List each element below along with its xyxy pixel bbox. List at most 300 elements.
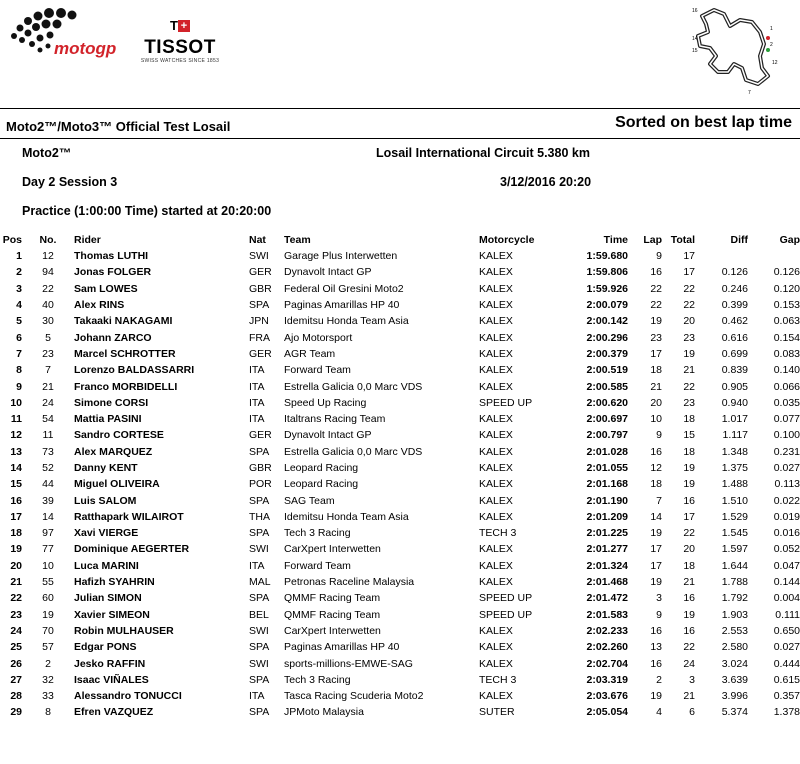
cell-pos: 29 [10,706,22,719]
cell-rider [74,623,249,639]
cell-nat: ITA [249,559,265,572]
cell-gap: 0.047 [773,559,800,572]
table-row [0,248,800,264]
track-label: 16 [692,8,698,14]
table-row [0,541,800,557]
cell-diff: 0.905 [721,380,748,393]
rider-first-name: Jesko [74,657,104,670]
cell-nat: JPN [249,315,269,328]
rider-first-name: Julian [74,592,105,605]
cell-nat: SPA [249,494,270,507]
cell-lap: 14 [650,510,662,523]
cell-diff: 1.903 [721,608,748,621]
cell-gap: 0.113 [774,478,800,491]
cell-rider [74,574,249,590]
cell-lap: 16 [650,445,662,458]
rider-first-name: Sandro [74,429,111,442]
cell-number: 14 [42,510,54,523]
rider-first-name: Takaaki [74,315,112,328]
cell-motorcycle: KALEX [479,494,513,507]
cell-number: 55 [42,576,54,589]
cell-nat: ITA [249,396,265,409]
table-row [0,427,800,443]
cell-lap: 12 [650,462,662,474]
cell-nat: SPA [249,527,270,540]
cell-lap: 20 [650,396,662,409]
motogp-wordmark: motogp [54,39,117,58]
rider-first-name: Edgar [74,641,104,654]
table-row [0,509,800,525]
cell-time: 2:01.028 [586,445,628,458]
cell-rider [74,346,249,362]
cell-diff: 3.639 [721,673,748,686]
track-label: 2 [770,42,773,48]
cell-nat: SWI [249,543,269,556]
cell-number: 23 [42,347,54,360]
cell-rider [74,672,249,688]
table-row [0,362,800,378]
session-name: Day 2 Session 3 [22,175,118,189]
rider-last-name: TONUCCI [134,690,182,703]
cell-team: Tech 3 Racing [284,527,351,540]
cell-gap: 0.153 [773,299,800,312]
cell-nat: POR [249,478,272,491]
cell-team: Tech 3 Racing [284,673,351,686]
cell-pos: 5 [16,315,22,328]
cell-gap: 0.357 [773,690,800,703]
rider-last-name: VIERGE [98,527,139,540]
cell-team: CarXpert Interwetten [284,543,381,556]
cell-nat: ITA [249,364,265,377]
cell-total: 3 [689,673,695,686]
sort-label: Sorted on best lap time [615,114,792,131]
cell-pos: 15 [10,478,22,491]
rider-first-name: Simone [74,396,112,409]
rider-last-name: MARINI [101,559,139,572]
cell-nat: GER [249,266,272,279]
cell-nat: SWI [249,250,269,263]
cell-team: JPMoto Malaysia [284,706,364,719]
cell-motorcycle: KALEX [479,266,513,279]
cell-diff: 1.788 [721,576,748,589]
cell-time: 2:01.190 [586,494,628,507]
swiss-cross-icon: + [178,20,190,32]
cell-lap: 19 [650,576,662,589]
cell-team: QMMF Racing Team [284,592,381,605]
cell-lap: 9 [656,608,662,621]
cell-pos: 19 [10,543,22,556]
cell-nat: SPA [249,673,270,686]
cell-nat: SPA [249,641,270,654]
cell-motorcycle: KALEX [479,462,513,474]
rider-first-name: Alex [74,445,97,458]
cell-time: 2:01.583 [586,608,628,621]
rider-last-name: RINS [99,299,125,312]
rider-first-name: Alex [74,299,97,312]
cell-nat: SPA [249,592,270,605]
cell-time: 1:59.806 [586,266,628,279]
cell-diff: 1.510 [721,494,748,507]
cell-time: 2:01.277 [586,543,628,556]
cell-time: 2:01.055 [586,462,628,474]
rider-last-name: MARQUEZ [99,445,153,458]
cell-diff: 5.374 [721,706,748,719]
cell-total: 22 [683,641,695,654]
cell-lap: 22 [650,299,662,312]
cell-lap: 4 [656,706,662,719]
cell-team: CarXpert Interwetten [284,624,381,637]
cell-motorcycle: KALEX [479,657,513,670]
cell-diff: 1.644 [721,559,748,572]
cell-time: 2:00.142 [586,315,628,328]
cell-time: 1:59.680 [586,250,628,263]
table-row [0,476,800,492]
cell-rider [74,281,249,297]
cell-motorcycle: SPEED UP [479,608,533,621]
cell-time: 2:01.468 [586,576,628,589]
cell-lap: 9 [656,429,662,442]
cell-gap: 0.077 [773,413,800,426]
cell-nat: ITA [249,413,265,426]
cell-nat: GER [249,429,272,442]
col-motorcycle-header: Motorcycle [479,234,535,246]
cell-number: 19 [42,608,54,621]
cell-team: sports-millions-EMWE-SAG [284,657,413,670]
rider-first-name: Luca [74,559,99,572]
rider-last-name: CORTESE [113,429,164,442]
cell-team: Idemitsu Honda Team Asia [284,510,409,523]
cell-number: 11 [42,429,54,442]
cell-gap: 0.650 [773,624,800,637]
cell-gap: 0.083 [773,347,800,360]
cell-nat: ITA [249,380,265,393]
results-table [0,232,800,721]
table-row [0,346,800,362]
cell-rider [74,395,249,411]
cell-motorcycle: KALEX [479,576,513,589]
cell-motorcycle: KALEX [479,380,513,393]
cell-time: 2:01.225 [586,527,628,540]
cell-gap: 0.444 [773,657,800,670]
cell-total: 20 [683,315,695,328]
cell-number: 39 [42,494,54,507]
cell-number: 5 [45,331,51,344]
cell-rider [74,297,249,313]
rider-first-name: Danny [74,462,107,474]
cell-lap: 16 [650,624,662,637]
cell-team: QMMF Racing Team [284,608,381,621]
cell-pos: 17 [10,510,22,523]
cell-rider [74,329,249,345]
title-rule [0,138,800,139]
cell-lap: 17 [650,543,662,556]
cell-nat: SPA [249,299,270,312]
table-row [0,460,800,476]
rider-last-name: RAFFIN [106,657,146,670]
cell-team: Idemitsu Honda Team Asia [284,315,409,328]
cell-lap: 7 [656,494,662,507]
cell-number: 60 [42,592,54,605]
cell-rider [74,688,249,704]
table-row [0,672,800,688]
cell-diff: 0.940 [721,396,748,409]
cell-total: 19 [683,478,695,491]
cell-gap: 0.027 [773,641,800,654]
rider-last-name: LOWES [99,282,138,295]
cell-total: 21 [683,576,695,589]
col-team-header: Team [284,234,311,246]
cell-team: Ajo Motorsport [284,331,353,344]
cell-number: 12 [42,250,54,263]
cell-rider [74,460,249,476]
table-row [0,525,800,541]
table-row [0,688,800,704]
cell-diff: 1.375 [721,462,748,474]
cell-time: 2:00.585 [586,380,628,393]
cell-rider [74,704,249,720]
cell-pos: 3 [16,282,22,295]
cell-team: Forward Team [284,559,351,572]
page-header [0,0,800,105]
col-time-header: Time [603,234,628,246]
cell-number: 77 [42,543,54,556]
cell-team: Tasca Racing Scuderia Moto2 [284,690,424,703]
rider-last-name: ZARCO [114,331,152,344]
rider-first-name: Robin [74,624,104,637]
rider-first-name: Efren [74,706,101,719]
cell-diff [695,248,748,264]
cell-diff: 0.699 [721,347,748,360]
cell-total: 16 [683,624,695,637]
cell-pos: 6 [16,331,22,344]
cell-team: Forward Team [284,364,351,377]
rider-first-name: Johann [74,331,112,344]
cell-gap: 0.063 [773,315,800,328]
col-diff-header: Diff [730,234,748,246]
rider-last-name: VIÑALES [103,673,149,686]
rider-last-name: PONS [106,641,137,654]
cell-gap: 0.154 [773,331,800,344]
cell-rider [74,313,249,329]
cell-time: 2:01.324 [586,559,628,572]
cell-motorcycle: KALEX [479,282,513,295]
header-rule [0,108,800,109]
table-row [0,411,800,427]
cell-time: 2:03.319 [586,673,628,686]
cell-rider [74,590,249,606]
cell-total: 18 [683,445,695,458]
cell-lap: 19 [650,690,662,703]
rider-last-name: SIMEON [108,608,150,621]
cell-rider [74,639,249,655]
rider-first-name: Ratthapark [74,510,129,523]
rider-first-name: Franco [74,380,110,393]
rider-first-name: Hafizh [74,576,106,589]
cell-total: 21 [683,364,695,377]
cell-total: 22 [683,380,695,393]
cell-motorcycle: KALEX [479,641,513,654]
cell-gap: 1.378 [773,706,800,719]
cell-team: Italtrans Racing Team [284,413,386,426]
table-row [0,655,800,671]
tissot-wordmark: TISSOT [144,37,216,58]
cell-total: 24 [683,657,695,670]
cell-total: 17 [683,266,695,279]
table-row [0,329,800,345]
cell-time: 2:01.168 [586,478,628,491]
table-row [0,492,800,508]
rider-last-name: BALDASSARRI [117,364,195,377]
cell-pos: 7 [16,347,22,360]
cell-team: Leopard Racing [284,478,359,491]
cell-lap: 10 [650,413,662,426]
cell-total: 22 [683,299,695,312]
cell-team: Speed Up Racing [284,396,367,409]
table-row [0,264,800,280]
cell-gap: 0.120 [773,282,800,295]
cell-team: Garage Plus Interwetten [284,250,398,263]
cell-rider [74,362,249,378]
table-row [0,558,800,574]
rider-first-name: Isaac [74,673,101,686]
cell-diff: 2.553 [721,624,748,637]
cell-team: Petronas Raceline Malaysia [284,576,415,589]
cell-total: 18 [683,413,695,426]
cell-pos: 13 [10,445,22,458]
rider-last-name: KENT [109,462,138,474]
cell-pos: 1 [16,250,22,263]
cell-lap: 18 [650,364,662,377]
cell-rider [74,411,249,427]
rider-last-name: SCHROTTER [110,347,176,360]
cell-motorcycle: KALEX [479,543,513,556]
cell-pos: 12 [10,429,22,442]
cell-number: 30 [42,315,54,328]
track-label: 1 [770,26,773,32]
cell-pos: 22 [10,592,22,605]
cell-time: 2:03.676 [586,690,628,703]
table-row [0,395,800,411]
cell-gap: 0.019 [773,510,800,523]
rider-first-name: Jonas [74,266,105,279]
cell-time: 2:02.704 [586,657,628,670]
cell-motorcycle: KALEX [479,429,513,442]
cell-diff: 0.839 [721,364,748,377]
cell-time: 2:05.054 [586,706,628,719]
cell-gap: 0.066 [773,380,800,393]
cell-time: 2:00.797 [586,429,628,442]
cell-rider [74,476,249,492]
cell-diff: 0.126 [721,266,748,279]
cell-number: 57 [42,641,54,654]
cell-team: SAG Team [284,494,335,507]
practice-info: Practice (1:00:00 Time) started at 20:20:00 [22,204,272,218]
cell-number: 24 [42,396,54,409]
table-row [0,378,800,394]
cell-pos: 4 [16,299,22,312]
cell-rider [74,558,249,574]
cell-total: 19 [683,462,695,474]
cell-rider [74,264,249,280]
cell-total: 6 [689,706,695,719]
rider-last-name: FOLGER [107,266,152,279]
cell-team: Estrella Galicia 0,0 Marc VDS [284,445,423,458]
cell-total: 22 [683,282,695,295]
rider-last-name: SYAHRIN [108,576,155,589]
table-row [0,704,800,720]
cell-lap: 19 [650,527,662,540]
cell-number: 73 [42,445,54,458]
cell-lap: 22 [650,282,662,295]
cell-nat: ITA [249,690,265,703]
cell-team: Paginas Amarillas HP 40 [284,299,400,312]
cell-lap: 19 [650,315,662,328]
col-nat-header: Nat [249,234,266,246]
cell-gap: 0.022 [773,494,800,507]
cell-motorcycle: SUTER [479,706,515,719]
track-label: 15 [692,48,698,54]
rider-first-name: Thomas [74,250,115,263]
col-no-header: No. [39,234,57,246]
cell-nat: SWI [249,657,269,670]
rider-first-name: Dominique [74,543,129,556]
cell-pos: 10 [10,396,22,409]
cell-diff: 1.792 [721,592,748,605]
cell-team: Dynavolt Intact GP [284,266,372,279]
rider-last-name: OLIVEIRA [110,478,160,491]
cell-time: 2:00.620 [586,396,628,409]
table-row [0,590,800,606]
cell-gap: 0.126 [773,266,800,279]
cell-pos: 11 [10,413,22,426]
cell-team: Paginas Amarillas HP 40 [284,641,400,654]
circuit-map-icon [688,2,784,98]
rider-last-name: NAKAGAMI [114,315,173,328]
rider-last-name: AEGERTER [130,543,190,556]
rider-last-name: SIMON [107,592,142,605]
rider-first-name: Marcel [74,347,108,360]
cell-motorcycle: KALEX [479,315,513,328]
cell-lap: 13 [650,641,662,654]
cell-pos: 16 [10,494,22,507]
table-row [0,623,800,639]
table-row [0,639,800,655]
cell-number: 97 [42,527,54,540]
results-body [0,248,800,721]
cell-total: 23 [683,331,695,344]
cell-number: 2 [45,657,51,670]
cell-pos: 20 [10,559,22,572]
cell-nat: BEL [249,608,269,621]
cell-nat: SWI [249,624,269,637]
cell-rider [74,378,249,394]
cell-gap: 0.004 [773,592,800,605]
cell-total: 17 [683,250,695,263]
cell-number: 10 [42,559,54,572]
rider-last-name: MORBIDELLI [111,380,178,393]
cell-gap: 0.027 [773,462,800,474]
cell-diff: 1.348 [721,445,748,458]
table-header-row [0,232,800,248]
rider-first-name: Sam [74,282,97,295]
cell-nat: GER [249,347,272,360]
rider-first-name: Luis [74,494,96,507]
cell-diff: 3.996 [721,690,748,703]
cell-gap [748,248,800,264]
cell-motorcycle: KALEX [479,510,513,523]
class-name: Moto2™ [22,146,72,160]
cell-pos: 23 [10,608,22,621]
